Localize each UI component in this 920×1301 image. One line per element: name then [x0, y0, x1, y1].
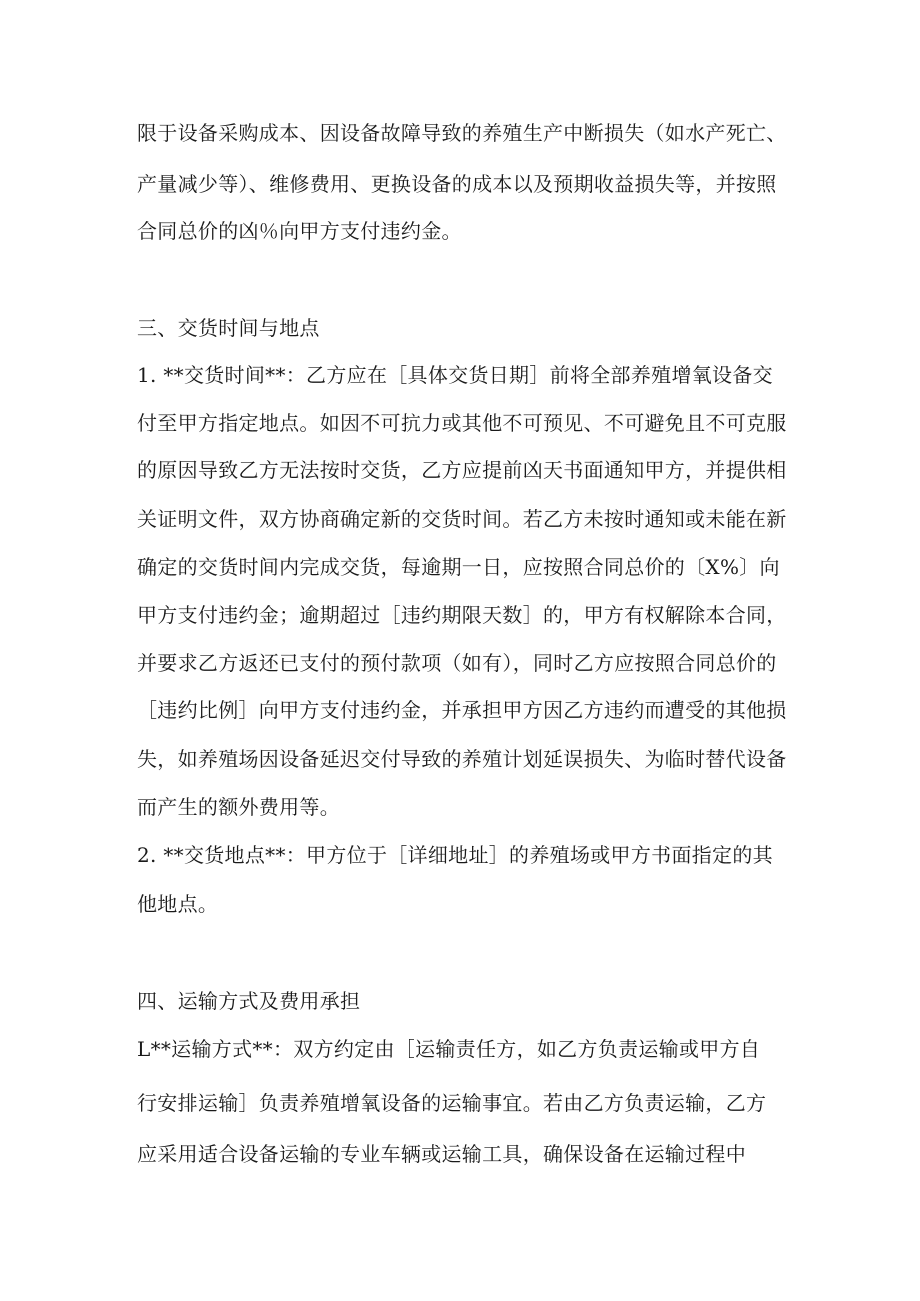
section-3-item-2-line-2: 他地点。: [137, 892, 219, 916]
section-3-heading: 三、交货时间与地点: [137, 316, 320, 340]
section-3-item-1-line-2: 付至甲方指定地点。如因不可抗力或其他不可预见、不可避免且不可克服: [137, 411, 787, 435]
section-3-item-1-line-8: ［违约比例］向甲方支付违约金，并承担甲方因乙方违约而遭受的其他损: [137, 698, 787, 722]
section-4-heading: 四、运输方式及费用承担: [137, 989, 361, 1013]
intro-line-3: 合同总价的凶％向甲方支付违约金。: [137, 219, 462, 243]
section-3-item-1-line-10: 而产生的额外费用等。: [137, 795, 340, 819]
section-3-item-1-line-3: 的原因导致乙方无法按时交货，乙方应提前凶天书面通知甲方，并提供相: [137, 458, 787, 482]
section-3-item-1-line-1: 1. **交货时间**：乙方应在［具体交货日期］前将全部养殖增氧设备交: [137, 363, 773, 387]
section-3-item-2-line-1: 2. **交货地点**：甲方位于［详细地址］的养殖场或甲方书面指定的其: [137, 843, 773, 867]
section-3-item-1-line-7: 并要求乙方返还已支付的预付款项（如有），同时乙方应按照合同总价的: [137, 651, 777, 675]
section-3-item-1-line-5: 确定的交货时间内完成交货，每逾期一日，应按照合同总价的〔X%〕向: [137, 555, 780, 579]
intro-line-2: 产量减少等）、维修费用、更换设备的成本以及预期收益损失等，并按照: [137, 172, 777, 196]
section-4-item-1-line-2: 行安排运输］负责养殖增氧设备的运输事宜。若由乙方负责运输，乙方: [137, 1091, 767, 1115]
section-3-item-1-line-6: 甲方支付违约金；逾期超过［违约期限天数］的，甲方有权解除本合同，: [137, 603, 787, 627]
section-3-item-1-line-9: 失，如养殖场因设备延迟交付导致的养殖计划延误损失、为临时替代设备: [137, 747, 787, 771]
section-4-item-1-line-1: L**运输方式**：双方约定由［运输责任方，如乙方负责运输或甲方自: [137, 1037, 761, 1061]
section-3-item-1-line-4: 关证明文件，双方协商确定新的交货时间。若乙方未按时通知或未能在新: [137, 507, 787, 531]
intro-line-1: 限于设备采购成本、因设备故障导致的养殖生产中断损失（如水产死亡、: [137, 121, 787, 145]
section-4-item-1-line-3: 应采用适合设备运输的专业车辆或运输工具，确保设备在运输过程中: [137, 1142, 746, 1166]
